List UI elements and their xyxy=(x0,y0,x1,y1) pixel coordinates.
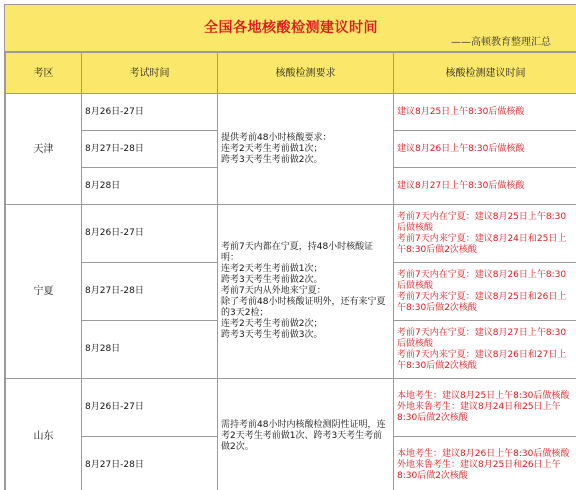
requirement-cell: 提供考前48小时核酸要求： 连考2天考生考前做1次； 跨考3天考生考前做2次。 xyxy=(218,94,394,205)
advice-cell: 考前7天内在宁夏：建议8月25日上午8:30后做核酸 考前7天内来宁夏：建议8月24日和25日上午8:30后做2次核酸 xyxy=(394,205,576,263)
credit-text: ——高顿教育整理汇总 xyxy=(451,33,551,48)
date-cell: 8月27日-28日 xyxy=(82,263,218,321)
date-cell: 8月26日-27日 xyxy=(82,94,218,131)
date-cell: 8月26日-27日 xyxy=(82,205,218,263)
requirement-cell: 考前7天内都在宁夏，持48小时核酸证明： 连考2天考生考前做1次； 跨考3天考生考前做2次。 考前7天内从外地来宁夏： 除了考前48小时核酸证明外，还有来宁夏的3天2检； 连考2天考生考前做2次； 跨考3天考生考前做3次。 xyxy=(218,205,394,379)
advice-cell: 本地考生：建议8月25日上午8:30后做核酸 外地来鲁考生：建议8月24日和25日上午8:30后做2次核酸 xyxy=(394,379,576,437)
advice-cell: 考前7天内在宁夏：建议8月26日上午8:30后做核酸 考前7天内来宁夏：建议8月25日和26日上午8:30后做2次核酸 xyxy=(394,263,576,321)
region-cell: 天津 xyxy=(6,94,82,205)
title-bar xyxy=(5,5,576,52)
date-cell: 8月28日 xyxy=(82,321,218,379)
date-cell: 8月28日 xyxy=(82,168,218,205)
date-cell: 8月26日-27日 xyxy=(82,379,218,437)
table-row xyxy=(6,94,576,131)
column-header-requirement: 核酸检测要求 xyxy=(218,53,394,94)
table-row xyxy=(6,379,576,437)
advice-cell: 考前7天内在宁夏：建议8月27日上午8:30后做核酸 考前7天内来宁夏：建议8月26日和27日上午8:30后做2次核酸 xyxy=(394,321,576,379)
column-header-region: 考区 xyxy=(6,53,82,94)
region-cell: 宁夏 xyxy=(6,205,82,379)
advice-cell: 本地考生：建议8月26日上午8:30后做核酸 外地来鲁考生：建议8月25日和26日上午8:30后做2次核酸 xyxy=(394,437,576,490)
spreadsheet-sheet xyxy=(4,4,576,490)
page-title: 全国各地核酸检测建议时间 xyxy=(5,17,576,37)
advice-cell: 建议8月25日上午8:30后做核酸 xyxy=(394,94,576,131)
table-row xyxy=(6,205,576,263)
column-header-exam-time: 考试时间 xyxy=(82,53,218,94)
advice-cell: 建议8月27日上午8:30后做核酸 xyxy=(394,168,576,205)
column-header-advice: 核酸检测建议时间 xyxy=(394,53,576,94)
date-cell: 8月27日-28日 xyxy=(82,437,218,490)
date-cell: 8月27日-28日 xyxy=(82,131,218,168)
schedule-table xyxy=(5,52,576,490)
advice-cell: 建议8月26日上午8:30后做核酸 xyxy=(394,131,576,168)
header-row xyxy=(6,53,576,94)
region-cell: 山东 xyxy=(6,379,82,490)
requirement-cell: 需持考前48小时内核酸检测阴性证明，连考2天考生考前做1次、跨考3天考生考前做2次。 xyxy=(218,379,394,490)
